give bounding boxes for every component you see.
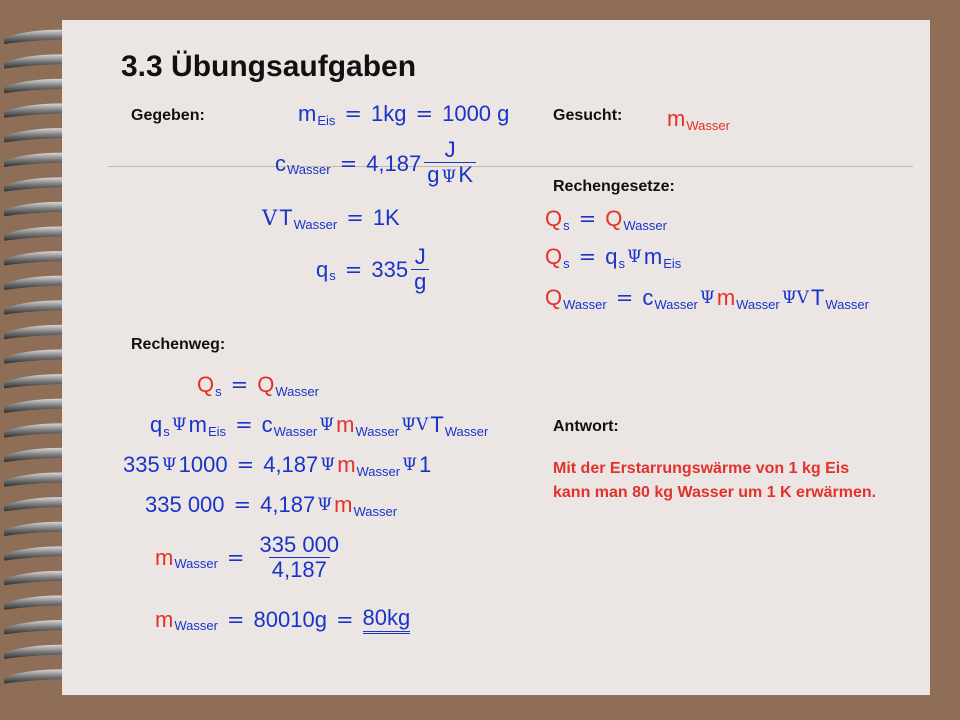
equals: = [236,453,255,477]
mult-symbol: Ψ [317,495,333,515]
equals: = [578,207,597,231]
m-wasser: m [155,606,174,632]
sym: q [316,256,329,282]
den-k: K [458,162,474,187]
mult-delta-symbol: ΨV [781,288,809,308]
equals: = [235,413,253,437]
equals: = [226,545,245,570]
sym: c [275,150,286,176]
q-s: Q [545,244,563,269]
m-wasser: m [336,412,355,437]
equals: = [226,607,245,632]
m-wasser: m [334,492,353,517]
sub: Wasser [825,296,869,312]
denominator: 4,187 [269,557,330,582]
numerator: J [414,244,426,269]
numerator: J [444,137,456,162]
sub: Wasser [686,117,730,133]
label-rechenweg: Rechenweg: [131,336,226,353]
sub: Wasser [654,296,698,312]
c-wasser: c [261,412,273,437]
sub: Eis [317,112,336,128]
value: 1 [419,452,432,477]
value: 4,187 [366,150,422,176]
t-wasser: T [430,412,444,437]
sub: Wasser [444,423,489,439]
given-mass-ice [298,101,509,127]
value: 4,187 [263,452,319,477]
given-latent-heat [316,245,432,294]
sub: Wasser [563,296,607,312]
equals: = [415,102,434,126]
value: 335 [371,256,409,282]
sym: m [667,106,686,131]
q-latent: q [605,244,618,269]
sub: Wasser [356,463,401,479]
label-gesucht: Gesucht: [553,107,623,124]
step-2 [150,412,488,438]
sub: Wasser [287,162,331,177]
step-1 [197,372,319,398]
delta-symbol: V [262,206,278,230]
label-antwort: Antwort: [553,418,619,435]
q-wasser: Q [545,285,563,310]
q-s: Q [197,372,215,397]
value: 4,187 [260,492,316,517]
sym: T [279,205,293,230]
equals: = [344,257,363,282]
value: 1kg [371,101,407,126]
mult-symbol: Ψ [161,455,177,475]
sub: Wasser [353,503,398,519]
fraction [257,533,343,582]
sub: s [563,217,570,233]
value: 1K [372,205,400,230]
denominator [424,162,476,189]
m-wasser: m [155,544,174,570]
given-temperature-change [260,205,400,231]
equals: = [335,607,354,632]
q-wasser: Q [257,372,275,397]
step-5 [155,533,345,582]
denominator: g [411,269,429,294]
mult-symbol: Ψ [699,288,715,308]
sub: Wasser [275,383,319,399]
equals: = [233,493,252,517]
value: 335 [123,452,160,477]
t-wasser: T [810,285,825,310]
value: 1000 g [442,101,510,126]
mult-delta-symbol: ΨV [401,415,429,435]
unit-fraction [424,138,476,189]
sub: Wasser [174,618,218,633]
law-3 [545,285,869,311]
mult-symbol: Ψ [319,415,335,435]
q-s: Q [545,206,563,231]
equals: = [230,373,249,397]
den-g: g [427,162,440,187]
m-eis: m [188,412,207,437]
m-wasser: m [337,452,356,477]
q-latent: q [150,412,163,437]
sub: Wasser [355,423,400,439]
sub: Wasser [273,423,318,439]
sub: s [215,383,222,399]
equals: = [615,286,634,310]
sub: Eis [208,423,227,439]
q-wasser: Q [605,206,623,231]
sub: Wasser [736,296,780,312]
sub: s [563,255,570,271]
equals: = [344,102,362,126]
step-4 [145,492,397,518]
c-wasser: c [642,285,654,310]
mult-symbol: Ψ [171,415,187,435]
sub: s [329,268,336,283]
sub: Eis [663,255,682,271]
step-3 [123,452,431,478]
label-gegeben: Gegeben: [131,107,205,124]
equals: = [339,151,358,176]
sought-mass-water [667,106,730,132]
mult-symbol: Ψ [441,167,457,187]
mult-symbol: Ψ [626,247,642,267]
unit-fraction [411,245,429,294]
value: 1000 [178,452,228,477]
value: 80010g [253,606,327,632]
page-title: 3.3 Übungsaufgaben [121,50,417,83]
equals: = [578,245,597,269]
sub: Wasser [293,216,338,232]
given-specific-heat [275,138,479,189]
final-result: 80kg [363,605,411,634]
sub: s [618,255,625,271]
step-6 [155,605,410,634]
equals: = [346,206,364,230]
mult-symbol: Ψ [320,455,336,475]
numerator: 335 000 [259,532,340,557]
m-wasser: m [716,285,736,310]
sub: Wasser [174,556,218,571]
sub: s [163,423,170,439]
label-rechengesetze: Rechengesetze: [553,178,675,195]
mult-symbol: Ψ [402,455,418,475]
value: 335 000 [145,492,225,517]
sym: m [298,101,317,126]
answer-text: Mit der Erstarrungswärme von 1 kg Eis kann man 80 kg Wasser um 1 K erwärmen. [553,460,877,501]
law-1 [545,206,667,232]
section-divider [108,166,913,167]
sub: Wasser [623,217,667,233]
law-2 [545,244,681,270]
m-eis: m [643,244,663,269]
